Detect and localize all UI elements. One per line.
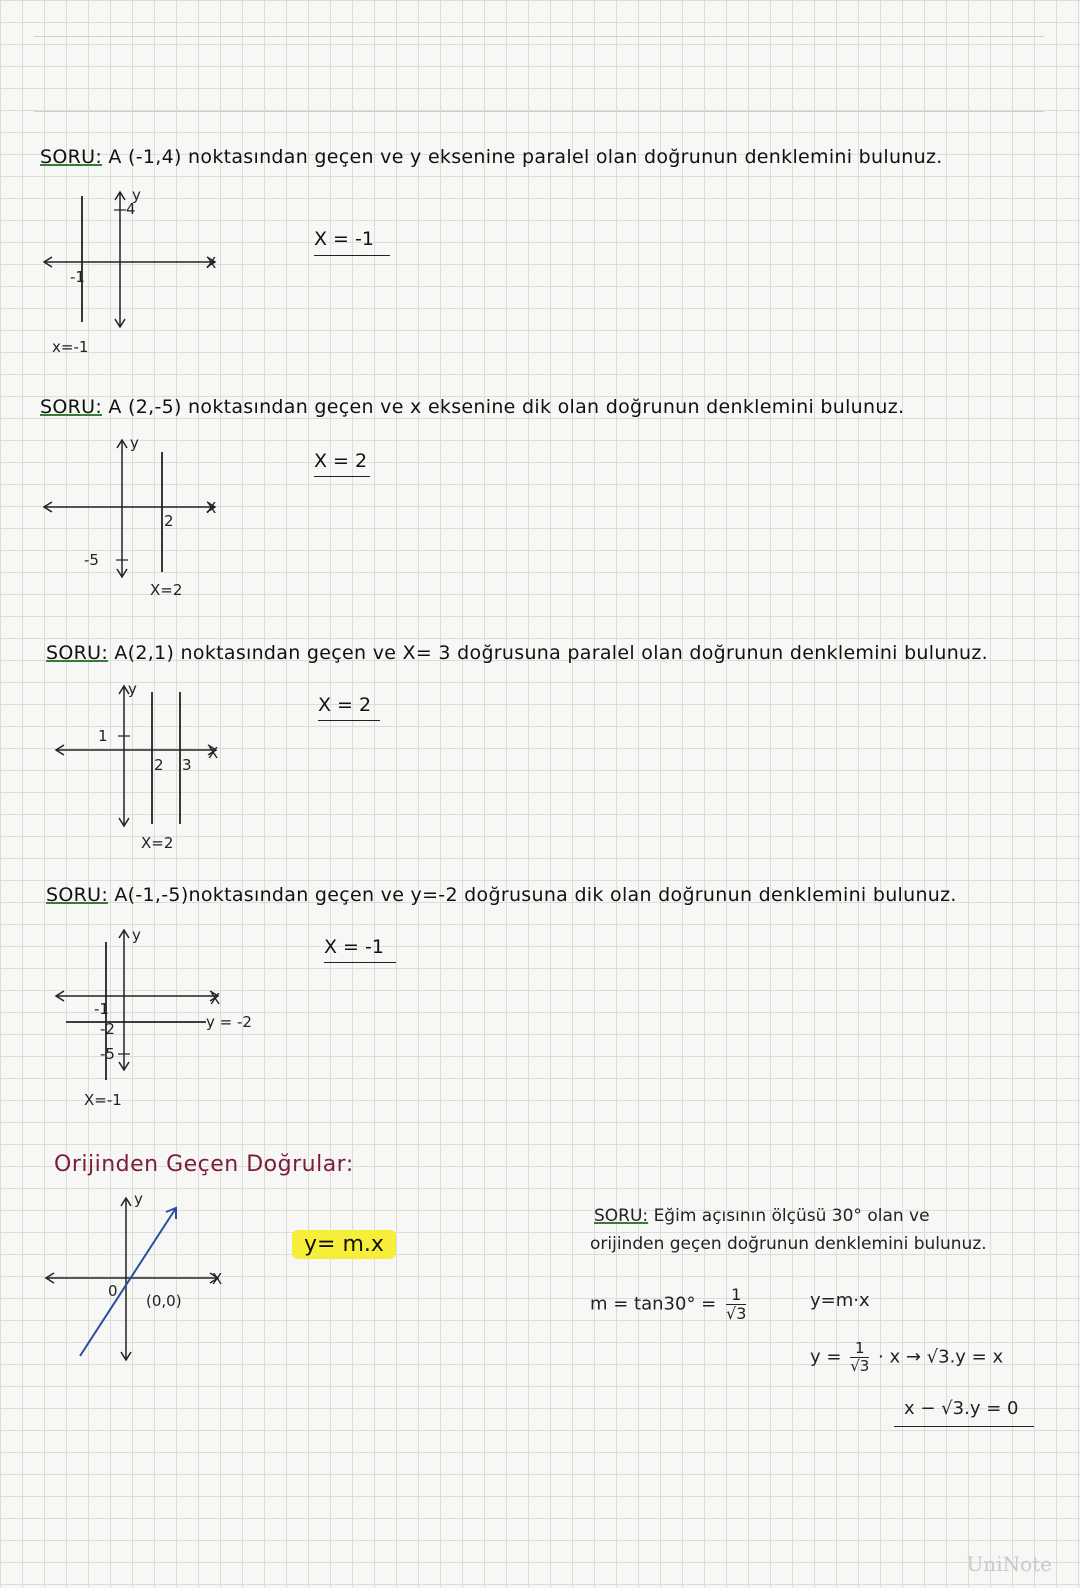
slope-text: m = tan30° = <box>590 1293 717 1315</box>
label-minus-5: -5 <box>100 1045 115 1063</box>
question-text: A(-1,-5)noktasından geçen ve y=-2 doğrusuna dik olan doğrunun denklemini bulunuz. <box>114 884 957 906</box>
graph-3 <box>46 678 246 858</box>
slope-fraction <box>726 1286 746 1323</box>
soru-label: SORU: <box>46 642 109 664</box>
label-minus-1: -1 <box>94 1000 109 1018</box>
label-x: X <box>210 990 221 1008</box>
soru-label: SORU: <box>46 884 109 906</box>
answer-4-underline <box>324 962 396 963</box>
graph-2 <box>40 432 240 602</box>
question-text-line1: Eğim açısının ölçüsü 30° olan ve <box>653 1206 930 1226</box>
soru-label: SORU: <box>594 1206 649 1226</box>
label-2: 2 <box>164 512 174 530</box>
label-3: 3 <box>182 756 192 774</box>
question-1 <box>40 146 943 168</box>
fraction-numerator: 1 <box>850 1340 869 1358</box>
formula-box <box>292 1232 396 1257</box>
section-title: Orijinden Geçen Doğrular: <box>54 1152 354 1177</box>
answer-1-underline <box>314 255 390 256</box>
question-5-line2: orijinden geçen doğrunun denklemini bulunuz. <box>590 1234 987 1254</box>
step-2 <box>810 1340 1003 1375</box>
label-equation: X=2 <box>141 834 174 852</box>
label-y: y <box>128 680 137 698</box>
answer-2-underline <box>314 476 370 477</box>
result-equation: x − √3.y = 0 <box>904 1398 1019 1419</box>
label-y: y <box>132 186 141 204</box>
label-minus-2: -2 <box>100 1020 115 1038</box>
label-0: 0 <box>108 1282 118 1300</box>
soru-label: SORU: <box>40 396 103 418</box>
answer-3: X = 2 <box>318 694 372 716</box>
line-through-origin <box>80 1208 176 1356</box>
question-4 <box>46 884 957 906</box>
question-2 <box>40 396 904 418</box>
fraction-numerator: 1 <box>726 1286 746 1305</box>
step-2-suffix: · x → √3.y = x <box>878 1346 1004 1368</box>
question-3 <box>46 642 988 664</box>
fraction-denominator: √3 <box>850 1357 870 1375</box>
label-equation: X=2 <box>150 581 183 599</box>
step-1: y=m·x <box>810 1290 870 1311</box>
label-minus-1: -1 <box>70 268 85 286</box>
fraction-denominator: √3 <box>726 1304 747 1323</box>
slope-equation <box>590 1286 746 1323</box>
result-underline <box>894 1426 1034 1427</box>
step-2-prefix: y = <box>810 1346 842 1368</box>
watermark: UniNote <box>966 1552 1052 1576</box>
top-band <box>34 36 1044 112</box>
step-2-fraction <box>850 1340 869 1375</box>
graph-origin <box>42 1188 242 1368</box>
graph-4 <box>46 920 266 1110</box>
answer-2: X = 2 <box>314 450 368 472</box>
answer-4: X = -1 <box>324 936 384 958</box>
answer-3-underline <box>318 720 380 721</box>
label-y: y <box>134 1190 143 1208</box>
label-y: y <box>130 434 139 452</box>
label-origin-point: (0,0) <box>146 1292 182 1310</box>
label-x: X <box>212 1270 223 1288</box>
label-y: y <box>132 926 141 944</box>
label-2: 2 <box>154 756 164 774</box>
answer-1: X = -1 <box>314 228 374 250</box>
question-text: A(2,1) noktasından geçen ve X= 3 doğrusuna paralel olan doğrunun denklemini bulunuz. <box>114 642 988 664</box>
label-x: X <box>206 254 217 272</box>
question-5-line1 <box>594 1206 930 1226</box>
label-equation: x=-1 <box>52 338 89 356</box>
label-4: 4 <box>126 200 136 218</box>
label-1: 1 <box>98 727 108 745</box>
soru-label: SORU: <box>40 146 103 168</box>
question-text: A (2,-5) noktasından geçen ve x eksenine dik olan doğrunun denklemini bulunuz. <box>108 396 905 418</box>
question-text: A (-1,4) noktasından geçen ve y eksenine paralel olan doğrunun denklemini bulunuz. <box>108 146 943 168</box>
label-minus-5: -5 <box>84 551 99 569</box>
graph-1 <box>40 182 240 362</box>
label-equation: X=-1 <box>84 1091 122 1109</box>
label-x: X <box>208 744 219 762</box>
label-y-equals-minus-2: y = -2 <box>206 1013 252 1031</box>
formula-highlight: y= m.x <box>292 1230 396 1259</box>
label-x: X <box>206 499 217 517</box>
